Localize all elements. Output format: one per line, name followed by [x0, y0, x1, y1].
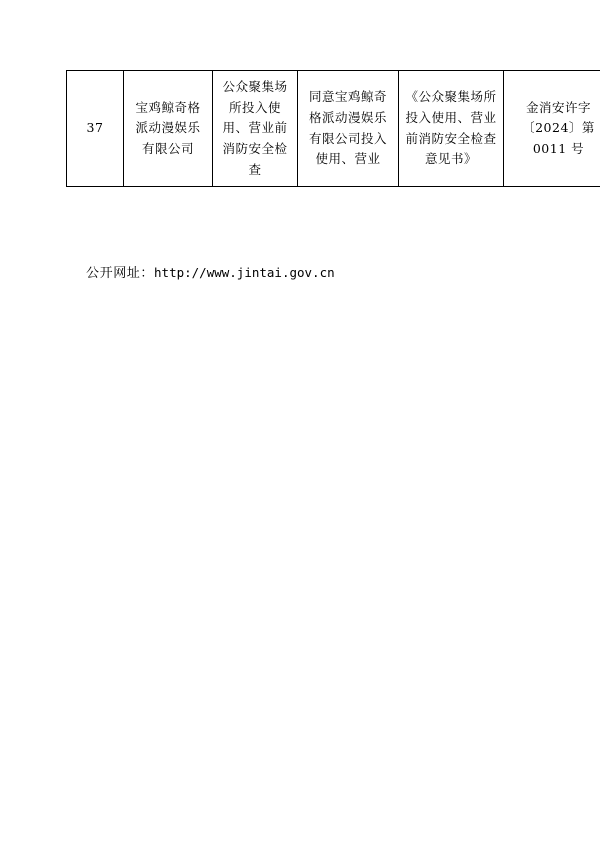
cell-document-number: 金消安许字〔2024〕第0011 号 [504, 71, 600, 187]
table-row [67, 71, 600, 187]
approval-table [66, 70, 600, 187]
publish-label: 公开网址： [86, 266, 155, 281]
publish-url-line [86, 262, 335, 281]
cell-document-name: 《公众聚集场所投入使用、营业前消防安全检查意见书》 [399, 71, 504, 187]
publish-url: http://www.jintai.gov.cn [154, 265, 335, 280]
table-body [67, 71, 600, 187]
cell-approval-item: 公众聚集场所投入使用、营业前消防安全检查 [213, 71, 298, 187]
cell-company-name: 宝鸡鲸奇格派动漫娱乐有限公司 [124, 71, 213, 187]
cell-serial-number: 37 [67, 71, 124, 187]
cell-approval-content: 同意宝鸡鲸奇格派动漫娱乐有限公司投入使用、营业 [298, 71, 399, 187]
